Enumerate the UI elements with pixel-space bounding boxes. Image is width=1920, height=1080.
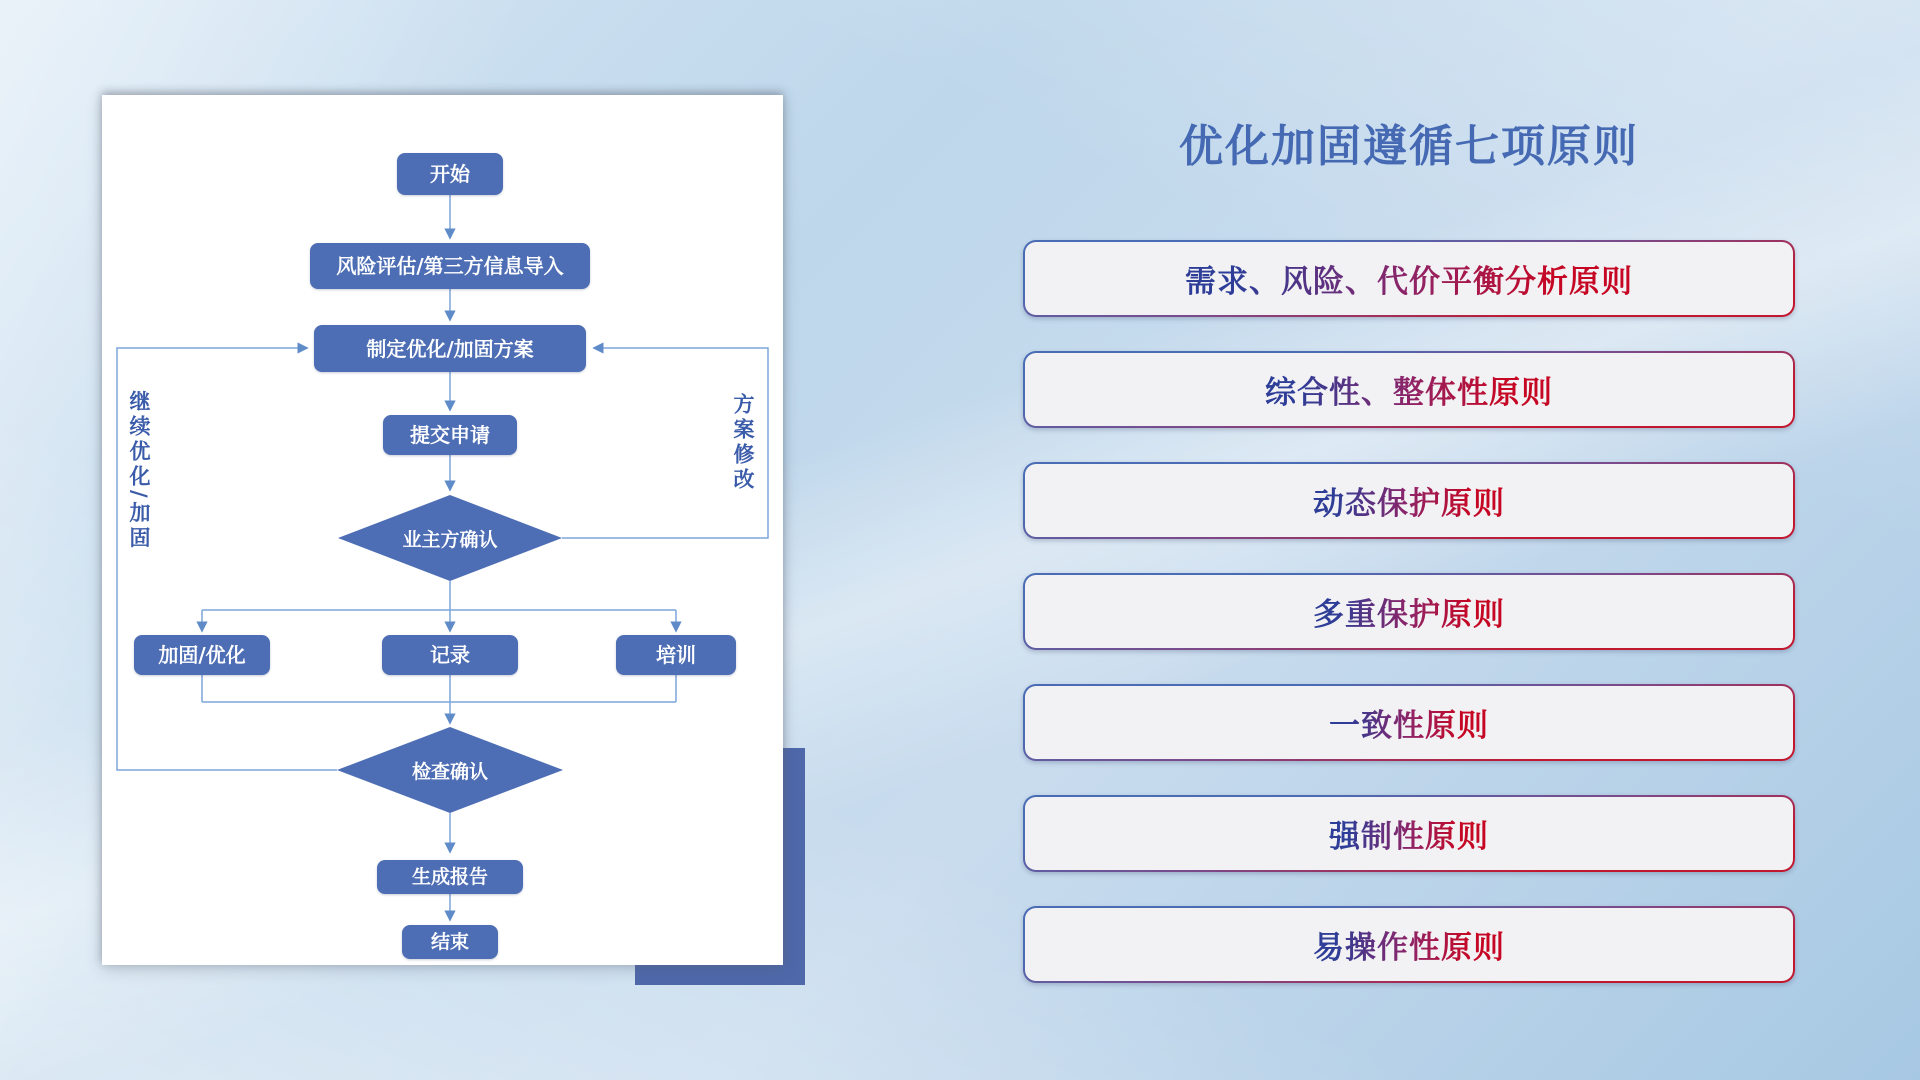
principle-card-5 bbox=[1023, 684, 1795, 761]
flow-node-owner-confirm-label: 业主方确认 bbox=[402, 528, 498, 551]
principle-card-6-inner bbox=[1025, 797, 1793, 870]
principle-card-5-label: 一致性原则 bbox=[1329, 700, 1489, 745]
flow-node-harden-optimize bbox=[134, 635, 270, 675]
flow-node-start-label: 开始 bbox=[430, 162, 470, 186]
principle-card-4-label: 多重保护原则 bbox=[1313, 589, 1505, 634]
principle-card-2-inner bbox=[1025, 353, 1793, 426]
flow-node-training-label: 培训 bbox=[656, 643, 696, 667]
flow-node-generate-report bbox=[377, 860, 523, 894]
flow-node-make-plan bbox=[314, 325, 586, 372]
principle-card-7-label: 易操作性原则 bbox=[1313, 922, 1505, 967]
page-title: 优化加固遵循七项原则 bbox=[1179, 121, 1639, 172]
flow-node-check-confirm-label: 检查确认 bbox=[411, 760, 488, 783]
flow-loop-label-continue-optimize: 继续优化/加固 bbox=[127, 390, 151, 552]
principle-card-3-label: 动态保护原则 bbox=[1313, 478, 1505, 523]
principle-card-4 bbox=[1023, 573, 1795, 650]
principle-card-6-label: 强制性原则 bbox=[1329, 811, 1489, 856]
flow-node-risk-assessment-label: 风险评估/第三方信息导入 bbox=[336, 254, 564, 278]
principle-card-3 bbox=[1023, 462, 1795, 539]
flow-node-submit-application-label: 提交申请 bbox=[410, 423, 490, 447]
principle-card-1 bbox=[1023, 240, 1795, 317]
principle-card-1-label: 需求、风险、代价平衡分析原则 bbox=[1185, 256, 1633, 301]
principle-card-2 bbox=[1023, 351, 1795, 428]
flow-node-make-plan-label: 制定优化/加固方案 bbox=[366, 336, 534, 361]
principles-list bbox=[1023, 240, 1795, 983]
principle-card-3-inner bbox=[1025, 464, 1793, 537]
flow-node-record bbox=[382, 635, 518, 675]
flowchart-card bbox=[102, 95, 783, 965]
principle-card-6 bbox=[1023, 795, 1795, 872]
principle-card-2-label: 综合性、整体性原则 bbox=[1265, 367, 1553, 412]
flow-node-training bbox=[616, 635, 736, 675]
flow-node-end-label: 结束 bbox=[430, 930, 469, 953]
flow-node-harden-optimize-label: 加固/优化 bbox=[158, 643, 246, 667]
flow-node-generate-report-label: 生成报告 bbox=[411, 865, 488, 888]
flow-node-end bbox=[402, 925, 498, 959]
flow-node-record-label: 记录 bbox=[430, 643, 470, 667]
flow-loop-label-plan-revision: 方案修改 bbox=[731, 393, 755, 493]
flow-node-start bbox=[397, 153, 503, 195]
flow-node-submit-application bbox=[383, 415, 517, 455]
principle-card-7-inner bbox=[1025, 908, 1793, 981]
principle-card-5-inner bbox=[1025, 686, 1793, 759]
principle-card-1-inner bbox=[1025, 242, 1793, 315]
principle-card-7 bbox=[1023, 906, 1795, 983]
principle-card-4-inner bbox=[1025, 575, 1793, 648]
flow-node-risk-assessment bbox=[310, 243, 590, 289]
